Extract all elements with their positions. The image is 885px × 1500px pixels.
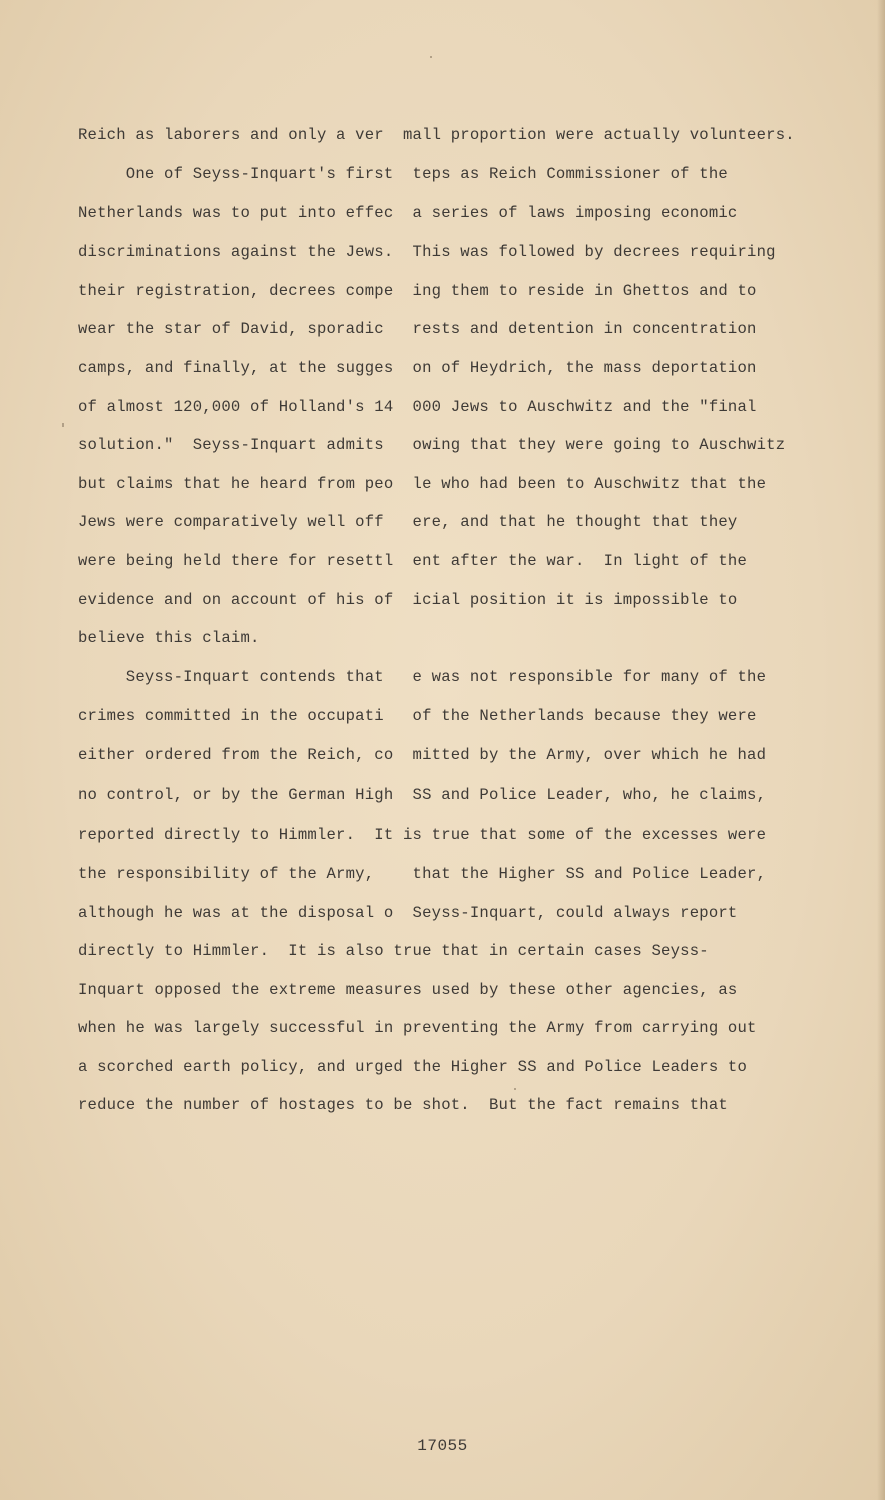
text-line: Netherlands was to put into effec a series of laws imposing economic bbox=[78, 204, 738, 222]
text-line: One of Seyss-Inquart's first teps as Reich Commissioner of the bbox=[78, 165, 728, 183]
text-line: although he was at the disposal o Seyss-Inquart, could always report bbox=[78, 904, 738, 922]
text-line: of almost 120,000 of Holland's 14 000 Jews to Auschwitz and the "final bbox=[78, 398, 757, 416]
text-line: believe this claim. bbox=[78, 629, 260, 647]
text-line: Jews were comparatively well off ere, and that he thought that they bbox=[78, 513, 738, 531]
text-line: crimes committed in the occupati of the Netherlands because they were bbox=[78, 707, 757, 725]
text-line: Seyss-Inquart contends that e was not responsible for many of the bbox=[78, 668, 767, 686]
text-line: reduce the number of hostages to be shot. But the fact remains that bbox=[78, 1096, 728, 1114]
paper-speck bbox=[430, 56, 432, 58]
text-line: the responsibility of the Army, that the Higher SS and Police Leader, bbox=[78, 865, 767, 883]
text-line: discriminations against the Jews. This was followed by decrees requiring bbox=[78, 243, 776, 261]
text-line: camps, and finally, at the sugges on of Heydrich, the mass deportation bbox=[78, 359, 757, 377]
paper-speck bbox=[62, 423, 64, 427]
text-line: either ordered from the Reich, co mitted by the Army, over which he had bbox=[78, 746, 767, 764]
text-line: were being held there for resettl ent after the war. In light of the bbox=[78, 552, 748, 570]
page-edge-shadow bbox=[877, 0, 885, 1500]
text-line: directly to Himmler. It is also true that in certain cases Seyss- bbox=[78, 942, 709, 960]
text-line: their registration, decrees compe ing them to reside in Ghettos and to bbox=[78, 282, 757, 300]
text-line: wear the star of David, sporadic rests and detention in concentration bbox=[78, 320, 757, 338]
text-line: reported directly to Himmler. It is true that some of the excesses were bbox=[78, 826, 767, 844]
text-line: Inquart opposed the extreme measures used by these other agencies, as bbox=[78, 981, 738, 999]
text-line: evidence and on account of his of icial position it is impossible to bbox=[78, 591, 738, 609]
text-line: solution." Seyss-Inquart admits owing that they were going to Auschwitz bbox=[78, 436, 786, 454]
text-line: when he was largely successful in preventing the Army from carrying out bbox=[78, 1019, 757, 1037]
text-line: Reich as laborers and only a ver mall proportion were actually volunteers. bbox=[78, 126, 795, 144]
text-line: a scorched earth policy, and urged the Higher SS and Police Leaders to bbox=[78, 1058, 748, 1076]
page-number: 17055 bbox=[417, 1437, 468, 1455]
paper-speck bbox=[514, 1088, 516, 1090]
text-line: but claims that he heard from peo le who had been to Auschwitz that the bbox=[78, 475, 767, 493]
text-line: no control, or by the German High SS and Police Leader, who, he claims, bbox=[78, 786, 767, 804]
